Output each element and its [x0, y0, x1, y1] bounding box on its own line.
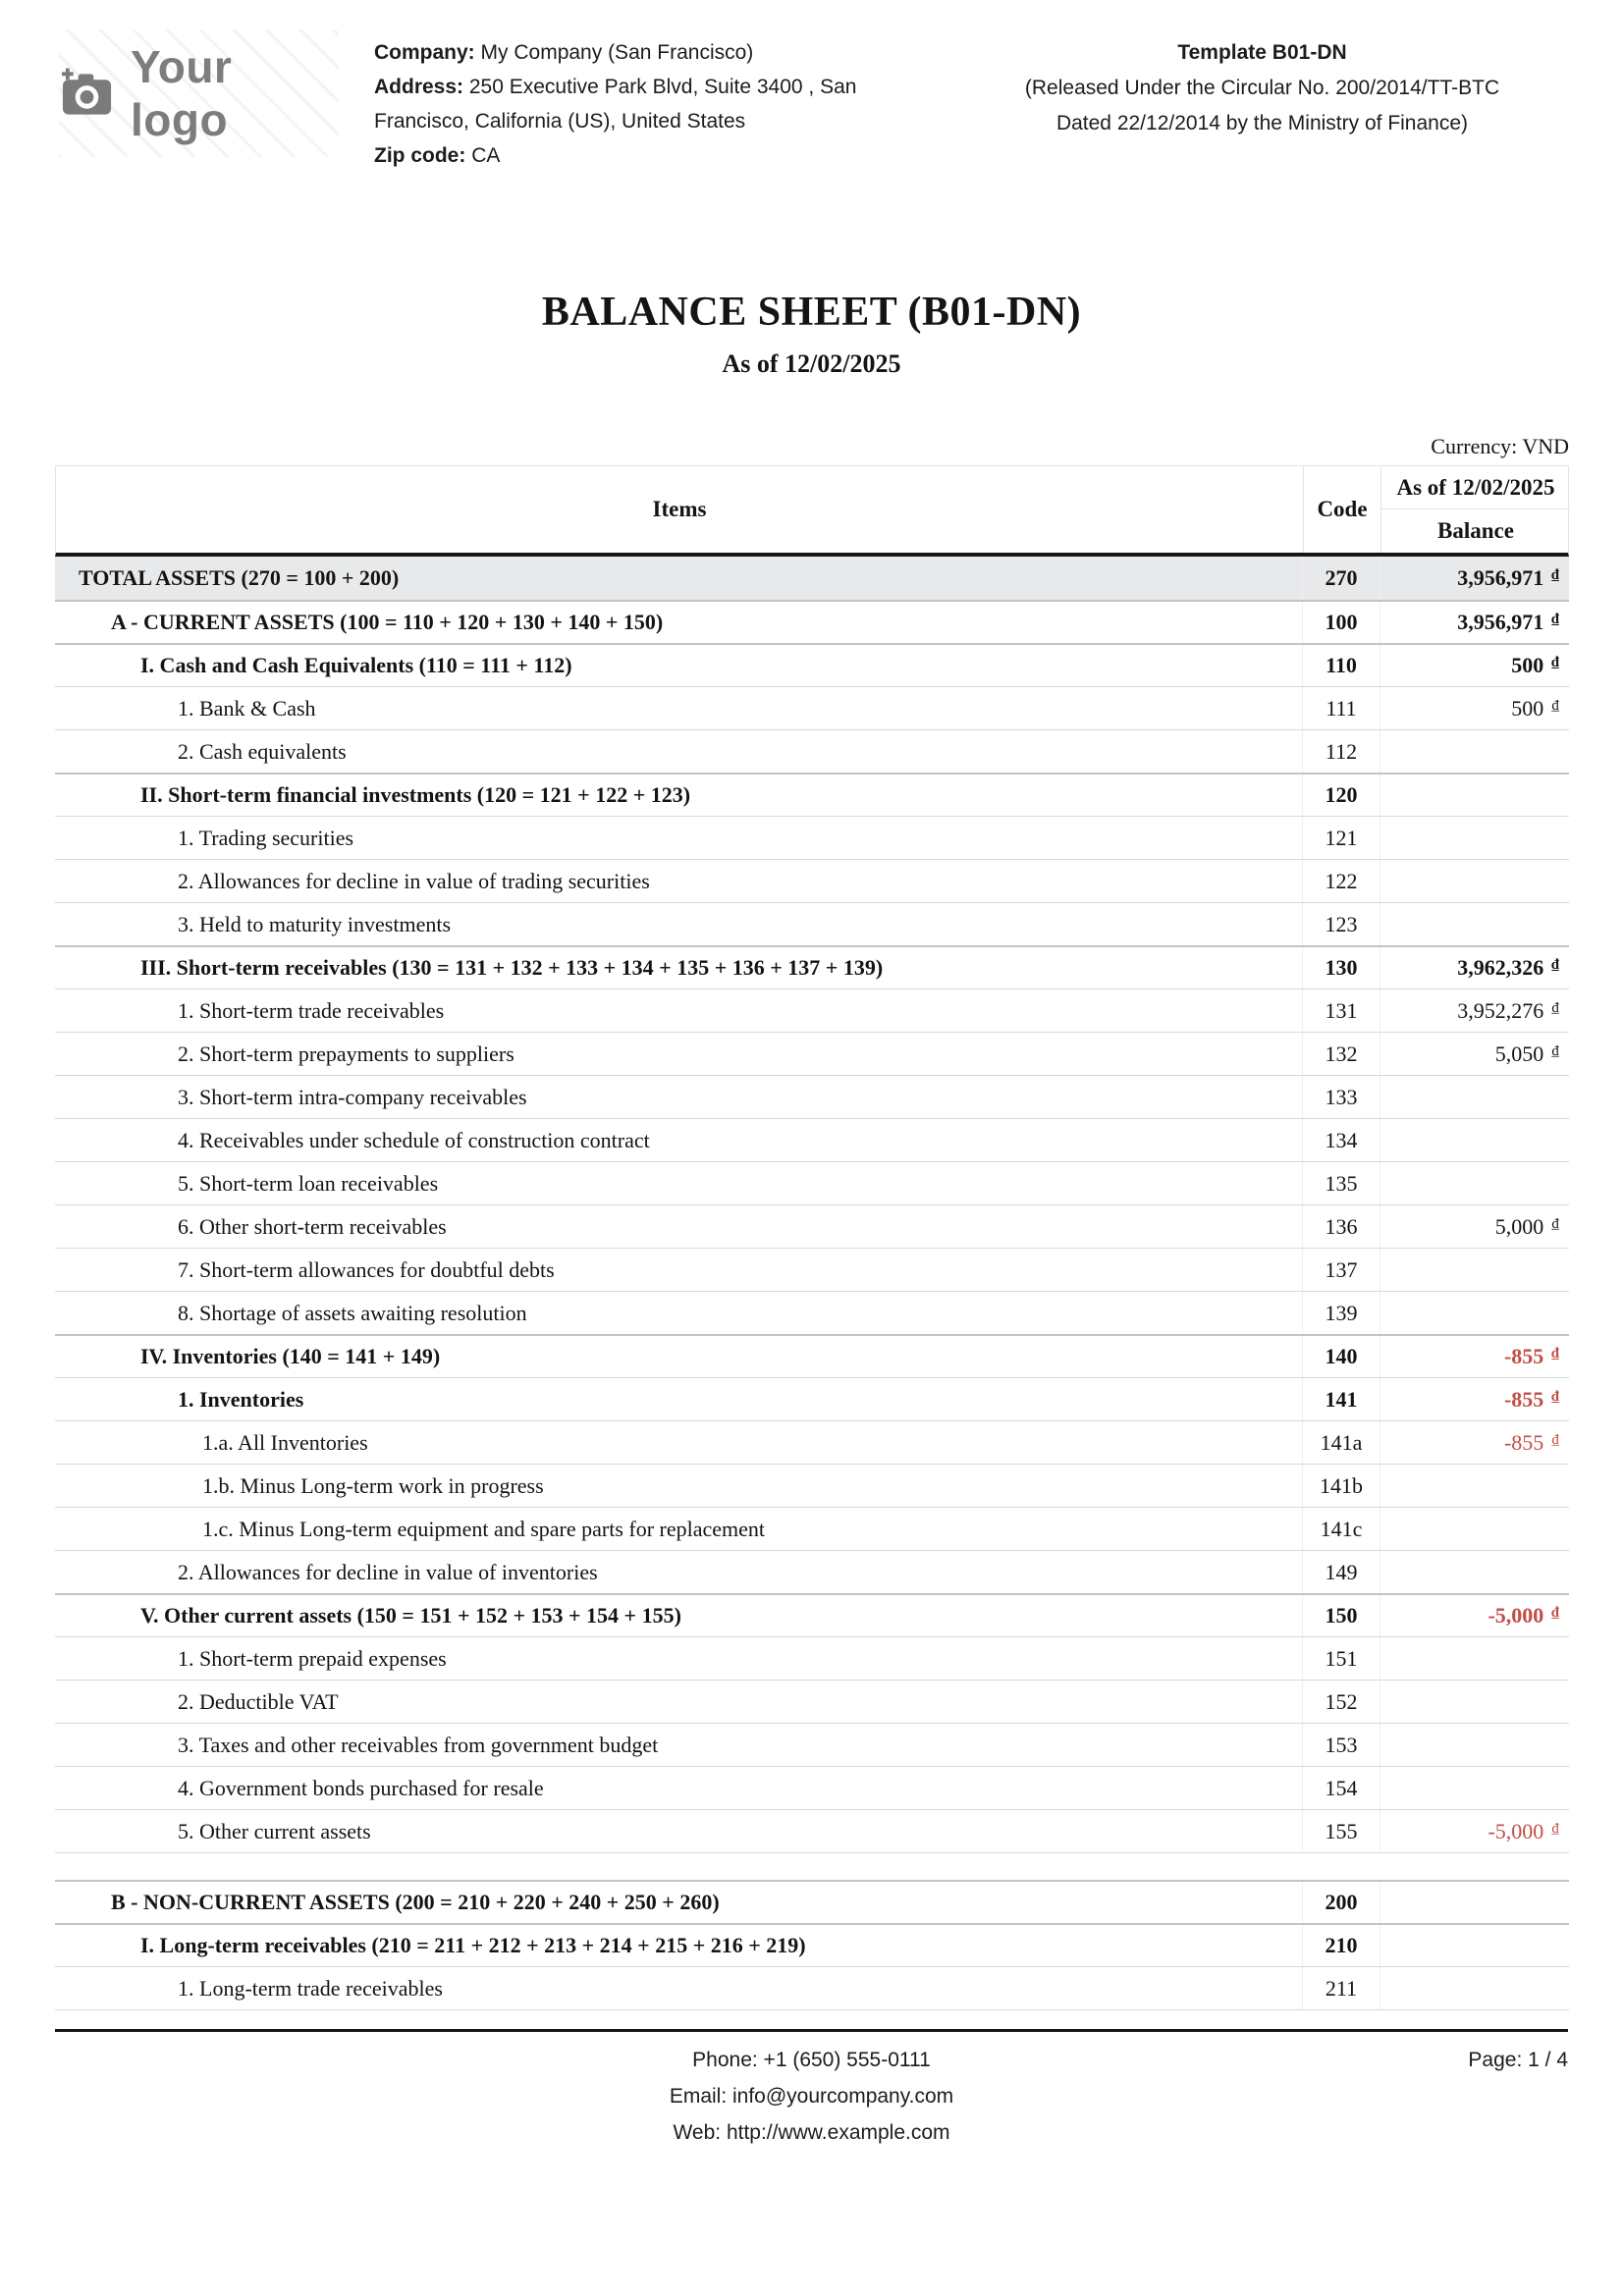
- dong-sign: ₫: [1551, 957, 1559, 973]
- dong-sign: ₫: [1551, 1346, 1559, 1362]
- row-label: 1. Long-term trade receivables: [178, 1975, 443, 2001]
- row-balance: [1380, 1603, 1569, 1629]
- row-label: 2. Allowances for decline in value of trading securities: [178, 868, 650, 893]
- table-row: [55, 773, 1569, 816]
- row-label: B - NON-CURRENT ASSETS (200 = 210 + 220 + 240 + 250 + 260): [111, 1890, 720, 1914]
- row-label: 3. Held to maturity investments: [178, 911, 452, 936]
- row-label: 1. Trading securities: [178, 825, 354, 850]
- table-row: [55, 1248, 1569, 1291]
- page-header: [0, 0, 1623, 173]
- row-code: 149: [1302, 1551, 1380, 1593]
- row-balance: [1380, 998, 1569, 1024]
- dong-sign: ₫: [1551, 999, 1559, 1016]
- table-row: [55, 945, 1569, 988]
- row-balance: [1380, 565, 1569, 591]
- row-code: 134: [1302, 1119, 1380, 1161]
- logo-text: Your logo: [130, 41, 233, 145]
- dong-sign: ₫: [1551, 1388, 1559, 1405]
- row-code: 136: [1302, 1205, 1380, 1248]
- dong-sign: ₫: [1551, 1215, 1559, 1232]
- code-column-header: Code: [1303, 466, 1381, 553]
- table-row: [55, 859, 1569, 902]
- dong-sign: ₫: [1551, 1042, 1559, 1059]
- row-code: 210: [1302, 1925, 1380, 1966]
- row-code: 141c: [1302, 1508, 1380, 1550]
- table-row: [55, 1880, 1569, 1923]
- table-row: [55, 1032, 1569, 1075]
- row-label: A - CURRENT ASSETS (100 = 110 + 120 + 130 + 140 + 150): [111, 610, 664, 634]
- table-row: [55, 1420, 1569, 1464]
- balance-value: -5,000: [1488, 1603, 1544, 1628]
- row-label: 1. Bank & Cash: [178, 695, 316, 721]
- footer-divider: [55, 2029, 1568, 2032]
- template-name: Template B01-DN: [1177, 41, 1347, 64]
- row-balance: [1380, 1430, 1569, 1456]
- table-row: [55, 600, 1569, 643]
- table-row: [55, 1593, 1569, 1636]
- balance-value: 3,952,276: [1457, 997, 1544, 1023]
- row-code: 137: [1302, 1249, 1380, 1291]
- table-row: [55, 1507, 1569, 1550]
- dong-sign: ₫: [1551, 567, 1559, 583]
- row-label: 3. Short-term intra-company receivables: [178, 1084, 527, 1109]
- row-code: 211: [1302, 1967, 1380, 2009]
- row-label: IV. Inventories (140 = 141 + 149): [140, 1344, 441, 1368]
- row-balance: [1380, 1214, 1569, 1240]
- table-header: [55, 465, 1569, 557]
- company-zip-line: Zip code: CA: [374, 144, 501, 167]
- row-label: 1. Short-term prepaid expenses: [178, 1645, 447, 1671]
- row-code: 151: [1302, 1637, 1380, 1680]
- table-row: [55, 1075, 1569, 1118]
- table-row: [55, 988, 1569, 1032]
- table-row: [55, 1723, 1569, 1766]
- row-label: 1.b. Minus Long-term work in progress: [202, 1472, 544, 1498]
- row-balance: [1380, 1387, 1569, 1413]
- row-label: I. Cash and Cash Equivalents (110 = 111 + 112): [140, 653, 572, 677]
- company-address-line: Address: 250 Executive Park Blvd, Suite 3400 , San Francisco, California (US), United States: [374, 76, 857, 133]
- row-code: 111: [1302, 687, 1380, 729]
- footer-phone: Phone: +1 (650) 555-0111: [692, 2049, 931, 2071]
- table-row: [55, 686, 1569, 729]
- table-row: [55, 557, 1569, 600]
- table-row: [55, 1377, 1569, 1420]
- template-info: [955, 29, 1569, 173]
- balance-column-header: Balance: [1437, 518, 1514, 543]
- template-date-line: Dated 22/12/2014 by the Ministry of Finance): [1055, 112, 1469, 134]
- page-subtitle: As of 12/02/2025: [722, 349, 901, 378]
- row-balance: [1380, 696, 1569, 721]
- row-label: 1. Inventories: [178, 1386, 304, 1412]
- row-label: II. Short-term financial investments (120 = 121 + 122 + 123): [140, 782, 691, 807]
- row-label: III. Short-term receivables (130 = 131 + 132 + 133 + 134 + 135 + 136 + 137 + 139): [140, 955, 884, 980]
- table-row: [55, 816, 1569, 859]
- footer-email: Email: info@yourcompany.com: [669, 2085, 954, 2108]
- balance-value: 5,050: [1494, 1041, 1544, 1066]
- footer-web: Web: http://www.example.com: [673, 2121, 950, 2144]
- page-footer: [55, 2042, 1568, 2151]
- section-gap: [55, 1852, 1569, 1880]
- balance-table: [55, 434, 1569, 2010]
- row-label: TOTAL ASSETS (270 = 100 + 200): [79, 565, 400, 590]
- table-row: [55, 643, 1569, 686]
- company-logo: [59, 29, 339, 157]
- balance-value: 500: [1511, 653, 1544, 677]
- row-balance: [1380, 1344, 1569, 1369]
- table-body: [55, 557, 1569, 2010]
- dong-sign: ₫: [1551, 1820, 1559, 1837]
- table-row: [55, 1923, 1569, 1966]
- row-code: 153: [1302, 1724, 1380, 1766]
- balance-value: -855: [1503, 1344, 1544, 1368]
- camera-icon: [59, 68, 117, 119]
- table-row: [55, 1204, 1569, 1248]
- balance-value: 3,956,971: [1457, 565, 1544, 590]
- row-code: 154: [1302, 1767, 1380, 1809]
- items-column-header: Items: [652, 497, 707, 521]
- row-code: 152: [1302, 1681, 1380, 1723]
- dong-sign: ₫: [1551, 655, 1559, 670]
- balance-value: 5,000: [1494, 1213, 1544, 1239]
- row-label: 5. Short-term loan receivables: [178, 1170, 439, 1196]
- balance-value: 3,962,326: [1457, 955, 1544, 980]
- row-label: 1. Short-term trade receivables: [178, 997, 445, 1023]
- row-code: 133: [1302, 1076, 1380, 1118]
- row-code: 141b: [1302, 1465, 1380, 1507]
- row-code: 100: [1302, 602, 1380, 643]
- row-code: 135: [1302, 1162, 1380, 1204]
- row-code: 122: [1302, 860, 1380, 902]
- row-code: 270: [1302, 557, 1380, 600]
- row-balance: [1380, 610, 1569, 635]
- company-info: [374, 29, 939, 173]
- row-code: 110: [1302, 645, 1380, 686]
- row-balance: [1380, 653, 1569, 678]
- row-label: 7. Short-term allowances for doubtful debts: [178, 1256, 555, 1282]
- table-row: [55, 1334, 1569, 1377]
- page-title: BALANCE SHEET (B01-DN): [541, 290, 1082, 335]
- company-name-line: Company: My Company (San Francisco): [374, 41, 754, 64]
- row-label: 5. Other current assets: [178, 1818, 371, 1843]
- table-row: [55, 1550, 1569, 1593]
- row-label: 4. Receivables under schedule of construction contract: [178, 1127, 650, 1152]
- table-row: [55, 1680, 1569, 1723]
- row-code: 130: [1302, 947, 1380, 988]
- dong-sign: ₫: [1551, 1605, 1559, 1621]
- page-number: Page: 1 / 4: [1468, 2049, 1568, 2071]
- row-code: 141a: [1302, 1421, 1380, 1464]
- row-label: 3. Taxes and other receivables from government budget: [178, 1732, 659, 1757]
- template-circular-line: (Released Under the Circular No. 200/2014/TT-BTC: [1024, 77, 1500, 99]
- row-code: 139: [1302, 1292, 1380, 1334]
- balance-value: -855: [1503, 1386, 1544, 1412]
- table-row: [55, 1464, 1569, 1507]
- dong-sign: ₫: [1551, 697, 1559, 714]
- row-code: 141: [1302, 1378, 1380, 1420]
- row-code: 121: [1302, 817, 1380, 859]
- table-row: [55, 1161, 1569, 1204]
- row-label: 1.c. Minus Long-term equipment and spare parts for replacement: [202, 1516, 766, 1541]
- table-row: [55, 1809, 1569, 1852]
- row-label: 4. Government bonds purchased for resale: [178, 1775, 544, 1800]
- row-label: 6. Other short-term receivables: [178, 1213, 447, 1239]
- table-row: [55, 1636, 1569, 1680]
- row-code: 155: [1302, 1810, 1380, 1852]
- table-row: [55, 1966, 1569, 2009]
- row-code: 131: [1302, 989, 1380, 1032]
- table-row: [55, 729, 1569, 773]
- currency-note: Currency: VND: [1431, 434, 1569, 458]
- row-code: 140: [1302, 1336, 1380, 1377]
- balance-value: -5,000: [1488, 1818, 1544, 1843]
- row-code: 200: [1302, 1882, 1380, 1923]
- row-label: 1.a. All Inventories: [202, 1429, 368, 1455]
- table-row: [55, 902, 1569, 945]
- table-row: [55, 1118, 1569, 1161]
- row-balance: [1380, 1041, 1569, 1067]
- row-balance: [1380, 1819, 1569, 1844]
- row-code: 112: [1302, 730, 1380, 773]
- row-label: 8. Shortage of assets awaiting resolution: [178, 1300, 527, 1325]
- dong-sign: ₫: [1551, 612, 1559, 627]
- row-label: 2. Allowances for decline in value of inventories: [178, 1559, 598, 1584]
- table-row: [55, 1766, 1569, 1809]
- row-label: I. Long-term receivables (210 = 211 + 212 + 213 + 214 + 215 + 216 + 219): [140, 1933, 806, 1957]
- balance-value: 3,956,971: [1457, 610, 1544, 634]
- row-code: 123: [1302, 903, 1380, 945]
- row-label: 2. Short-term prepayments to suppliers: [178, 1041, 514, 1066]
- row-code: 150: [1302, 1595, 1380, 1636]
- row-label: V. Other current assets (150 = 151 + 152 + 153 + 154 + 155): [140, 1603, 681, 1628]
- asof-column-header: As of 12/02/2025: [1381, 466, 1570, 509]
- row-label: 2. Deductible VAT: [178, 1688, 339, 1714]
- balance-value: -855: [1503, 1429, 1544, 1455]
- dong-sign: ₫: [1551, 1431, 1559, 1448]
- balance-value: 500: [1511, 695, 1544, 721]
- row-code: 132: [1302, 1033, 1380, 1075]
- row-balance: [1380, 955, 1569, 981]
- row-code: 120: [1302, 774, 1380, 816]
- row-label: 2. Cash equivalents: [178, 738, 347, 764]
- table-row: [55, 1291, 1569, 1334]
